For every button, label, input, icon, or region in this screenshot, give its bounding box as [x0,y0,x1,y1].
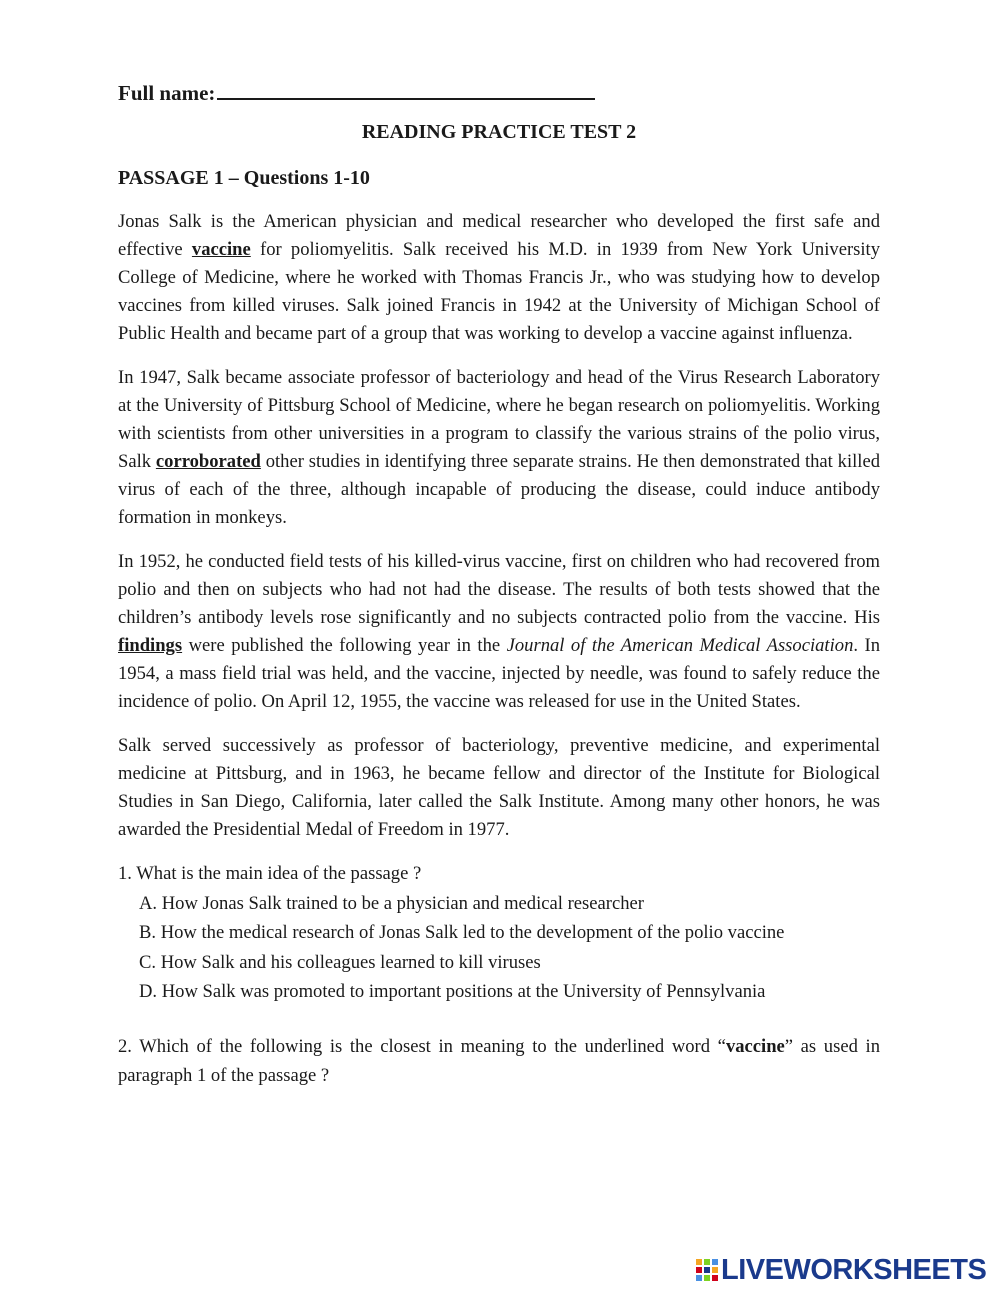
underlined-word-findings: findings [118,635,183,656]
paragraph-4: Salk served successively as professor of bacteriology, preventive medicine, and experimental medicine at Pittsburg, and in 1963, he became fellow and director of the Institute for Biological Studies in San Diego, California, later called the Salk Institute. Among many other honors, he was awarded the Presidential Medal of Freedom in 1977. [118,735,880,840]
question-1-options [118,889,880,1007]
underlined-word-corroborated: corroborated [155,451,261,472]
full-name-label: Full name: [118,81,216,105]
paragraph-2: In 1947, Salk became associate professor of bacteriology and head of the Virus Research Laboratory at the University of Pittsburg School of Medicine, where he began research on poliomyelitis. Working with scientists from other universities in a program to classify the various strains of the polio virus, Salk corroborated other studies in identifying three separate strains. He then demonstrated that killed virus of each of the three, although incapable of producing the disease, could induce antibody formation in monkeys. [118,367,880,528]
passage-heading: PASSAGE 1 – Questions 1-10 [118,167,370,189]
liveworksheets-logo [696,1255,986,1285]
journal-title: Journal of the American Medical Association [506,635,854,656]
option-d[interactable]: D. How Salk was promoted to important positions at the University of Pennsylvania [139,981,766,1002]
test-title: READING PRACTICE TEST 2 [361,121,637,143]
paragraph-1: Jonas Salk is the American physician and medical researcher who developed the first safe and effective vaccine for poliomyelitis. Salk received his M.D. in 1939 from New York University College of Medicine, where he worked with Thomas Francis Jr., who was studying how to develop vaccines from killed viruses. Salk joined Francis in 1942 at the University of Michigan School of Public Health and became part of a group that was working to develop a vaccine against influenza. [118,211,880,344]
liveworksheets-logo-text: LIVEWORKSHEETS [721,1253,987,1286]
option-a[interactable]: A. How Jonas Salk trained to be a physician and medical researcher [139,892,644,914]
liveworksheets-logo-icon [696,1259,718,1281]
paragraph-3: In 1952, he conducted field tests of his killed-virus vaccine, first on children who had recovered from polio and then on subjects who had not had the disease. The results of both tests showed that the children’s antibody levels rose significantly and no subjects contracted polio from the vaccine. His findings were published the following year in the Journal of the American Medical Association. In 1954, a mass field trial was held, and the vaccine, injected by needle, was found to safely reduce the incidence of polio. On April 12, 1955, the vaccine was released for use in the United States. [118,551,880,712]
worksheet-page [118,76,880,1090]
underlined-word-vaccine: vaccine [191,239,251,260]
full-name-blank[interactable] [217,76,595,100]
question-2: 2. Which of the following is the closest in meaning to the underlined word “vaccine” as used in paragraph 1 of the passage ? [118,1035,880,1086]
option-c[interactable]: C. How Salk and his colleagues learned to kill viruses [139,951,541,973]
question-2-word: vaccine [725,1035,785,1057]
full-name-row [118,76,880,108]
option-b[interactable]: B. How the medical research of Jonas Salk led to the development of the polio vaccine [139,922,785,943]
question-1: 1. What is the main idea of the passage ? [118,863,422,884]
